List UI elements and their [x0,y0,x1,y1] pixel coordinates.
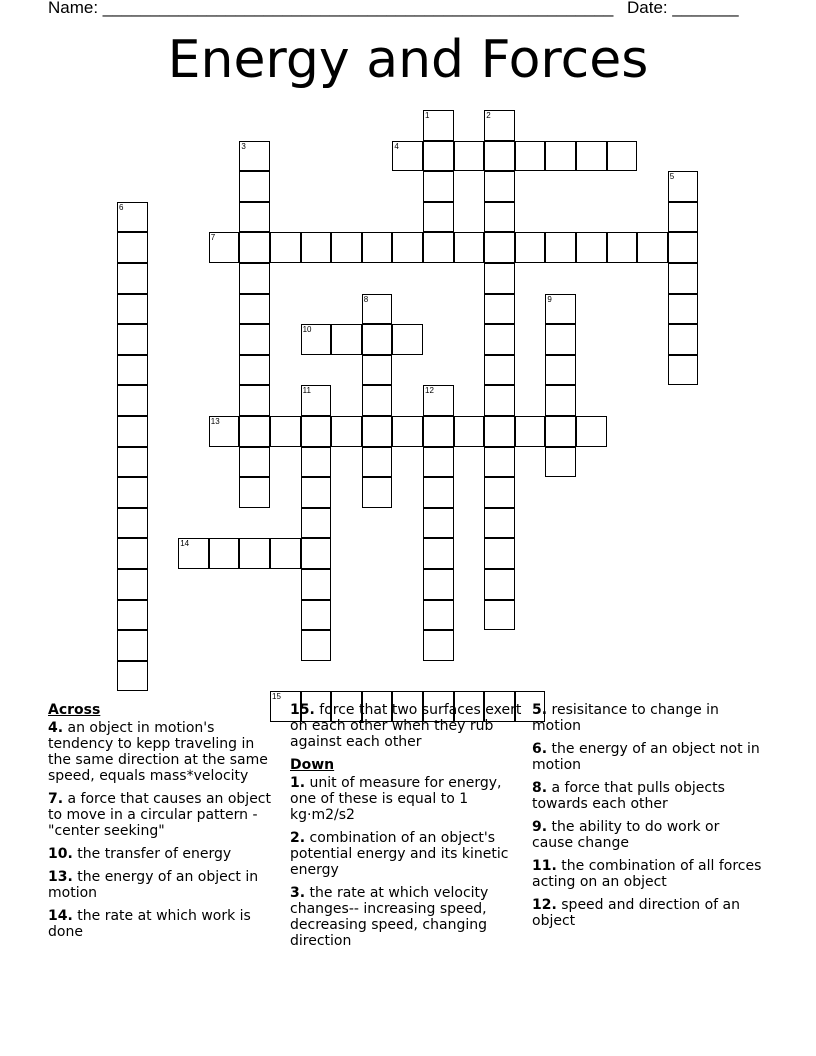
grid-cell[interactable] [576,232,607,263]
grid-cell[interactable] [576,141,607,172]
grid-cell[interactable] [117,630,148,661]
grid-cell[interactable] [423,171,454,202]
grid-cell[interactable] [637,232,668,263]
grid-cell[interactable] [301,447,332,478]
grid-cell[interactable] [117,385,148,416]
grid-cell[interactable] [392,416,423,447]
clue-number: 1 [425,111,430,120]
grid-cell[interactable] [576,416,607,447]
clue-across-15: 15. force that two surfaces exert on each other when they rub against each other [290,702,522,750]
grid-cell[interactable] [362,416,393,447]
grid-cell[interactable] [484,141,515,172]
grid-cell[interactable] [209,416,240,447]
grid-cell[interactable] [270,538,301,569]
clues-column-3 [532,702,762,936]
grid-cell[interactable] [484,447,515,478]
grid-cell[interactable] [301,569,332,600]
grid-cell[interactable] [392,232,423,263]
grid-cell[interactable] [484,355,515,386]
grid-cell[interactable] [301,600,332,631]
clue-number: 15 [272,692,281,702]
clue-number: 7 [210,233,216,243]
grid-cell[interactable] [545,141,576,172]
grid-cell[interactable] [362,355,393,386]
grid-cell[interactable] [239,355,270,386]
across-heading: Across [48,702,101,718]
grid-cell[interactable] [668,355,699,386]
grid-cell[interactable] [362,385,393,416]
grid-cell[interactable] [423,416,454,447]
grid-cell[interactable] [117,263,148,294]
grid-cell[interactable] [239,202,270,233]
grid-cell[interactable] [178,538,209,569]
grid-cell[interactable] [209,538,240,569]
grid-cell[interactable] [117,416,148,447]
grid-cell[interactable] [423,569,454,600]
grid-cell[interactable] [484,324,515,355]
page-title: Energy and Forces [167,30,649,90]
grid-cell[interactable] [117,569,148,600]
grid-cell[interactable] [209,232,240,263]
grid-cell[interactable] [668,294,699,325]
grid-cell[interactable] [484,600,515,631]
grid-cell[interactable] [362,477,393,508]
grid-cell[interactable] [301,416,332,447]
clue-across-4: 4. an object in motion's tendency to kepp traveling in the same direction at the same speed, equals mass*velocity [48,720,268,784]
grid-cell[interactable] [301,477,332,508]
clue-down-9: 9. the ability to do work or cause change [532,819,720,851]
grid-cell[interactable] [545,355,576,386]
grid-cell[interactable] [423,232,454,263]
grid-cell[interactable] [423,538,454,569]
clue-number: 10 [302,325,312,335]
clue-across-14: 14. the rate at which work is done [48,908,251,940]
clue-number: 3 [241,141,246,151]
grid-cell[interactable] [301,630,332,661]
grid-cell[interactable] [331,232,362,263]
clue-number: 14 [180,539,190,549]
grid-cell[interactable] [362,294,393,325]
grid-cell[interactable] [607,232,638,263]
grid-cell[interactable] [607,141,638,172]
grid-cell[interactable] [331,416,362,447]
clue-number: 12 [425,386,434,396]
clue-down-3: 3. the rate at which velocity changes-- increasing speed, decreasing speed, changing direction [290,885,489,949]
grid-cell[interactable] [484,385,515,416]
grid-cell[interactable] [239,294,270,325]
clue-number: 9 [547,294,552,304]
clue-across-10: 10. the transfer of energy [48,846,232,862]
grid-cell[interactable] [362,447,393,478]
grid-cell[interactable] [668,324,699,355]
grid-cell[interactable] [392,324,423,355]
grid-cell[interactable] [239,232,270,263]
clue-number: 6 [119,202,124,212]
clue-down-2: 2. combination of an object's potential energy and its kinetic energy [290,830,509,878]
grid-cell[interactable] [545,294,576,325]
grid-cell[interactable] [301,324,332,355]
grid-cell[interactable] [301,385,332,416]
clue-number: 5 [669,172,675,182]
clue-number: 8 [363,294,369,304]
clue-across-7: 7. a force that causes an object to move in a circular pattern - "center seeking" [48,791,271,839]
grid-cell[interactable] [392,141,423,172]
grid-cell[interactable] [545,416,576,447]
grid-cell[interactable] [239,171,270,202]
grid-cell[interactable] [484,477,515,508]
grid-cell[interactable] [270,416,301,447]
clue-number: 2 [486,111,491,120]
grid-cell[interactable] [117,447,148,478]
clue-number: 11 [302,386,311,396]
clues-column-1 [48,702,280,947]
grid-cell[interactable] [484,263,515,294]
grid-cell[interactable] [117,538,148,569]
clue-down-5: 5. resisitance to change in motion [532,702,719,734]
grid-cell[interactable] [117,324,148,355]
grid-cell[interactable] [423,141,454,172]
grid-cell[interactable] [117,232,148,263]
grid-cell[interactable] [239,324,270,355]
grid-cell[interactable] [239,477,270,508]
grid-cell[interactable] [270,232,301,263]
grid-cell[interactable] [668,263,699,294]
clue-down-1: 1. unit of measure for energy, one of these is equal to 1 kg·m2/s2 [290,775,502,823]
grid-cell[interactable] [239,141,270,172]
grid-cell[interactable] [239,263,270,294]
grid-cell[interactable] [423,385,454,416]
grid-cell[interactable] [117,477,148,508]
grid-cell[interactable] [117,508,148,539]
grid-cell[interactable] [545,324,576,355]
grid-cell[interactable] [362,232,393,263]
clue-across-13: 13. the energy of an object in motion [48,869,259,901]
grid-cell[interactable] [454,141,485,172]
grid-cell[interactable] [545,447,576,478]
grid-cell[interactable] [484,202,515,233]
clue-down-6: 6. the energy of an object not in motion [532,741,760,773]
grid-cell[interactable] [239,385,270,416]
clue-down-8: 8. a force that pulls objects towards each other [532,780,725,812]
grid-cell[interactable] [301,538,332,569]
grid-cell[interactable] [239,538,270,569]
grid-cell[interactable] [545,385,576,416]
down-heading: Down [290,757,335,773]
grid-cell[interactable] [454,232,485,263]
grid-cell[interactable] [668,202,699,233]
grid-cell[interactable] [484,416,515,447]
clue-number: 13 [210,417,220,426]
grid-cell[interactable] [668,232,699,263]
grid-cell[interactable] [484,569,515,600]
grid-cell[interactable] [423,508,454,539]
grid-cell[interactable] [362,324,393,355]
grid-cell[interactable] [423,202,454,233]
grid-cell[interactable] [117,661,148,692]
grid-cell[interactable] [423,600,454,631]
clue-number: 4 [394,141,399,151]
grid-cell[interactable] [423,110,454,141]
grid-cell[interactable] [484,171,515,202]
grid-cell[interactable] [484,508,515,539]
grid-cell[interactable] [239,416,270,447]
clue-down-12: 12. speed and direction of an object [532,897,740,929]
name-field[interactable]: Name: ______________________________________________________ [48,0,614,17]
clue-down-11: 11. the combination of all forces acting on an object [532,858,762,890]
grid-cell[interactable] [331,324,362,355]
grid-cell[interactable] [301,232,332,263]
grid-cell[interactable] [423,477,454,508]
grid-cell[interactable] [484,538,515,569]
grid-cell[interactable] [515,141,546,172]
grid-cell[interactable] [423,630,454,661]
clues-column-2 [290,702,530,956]
grid-cell[interactable] [239,447,270,478]
grid-cell[interactable] [423,447,454,478]
grid-cell[interactable] [515,232,546,263]
grid-cell[interactable] [668,171,699,202]
grid-cell[interactable] [515,416,546,447]
grid-cell[interactable] [545,232,576,263]
grid-cell[interactable] [484,232,515,263]
grid-cell[interactable] [117,202,148,233]
grid-cell[interactable] [117,294,148,325]
grid-cell[interactable] [484,294,515,325]
grid-cell[interactable] [117,355,148,386]
date-field[interactable]: Date: _______ [627,0,739,17]
grid-cell[interactable] [301,508,332,539]
grid-cell[interactable] [484,110,515,141]
grid-cell[interactable] [117,600,148,631]
grid-cell[interactable] [454,416,485,447]
